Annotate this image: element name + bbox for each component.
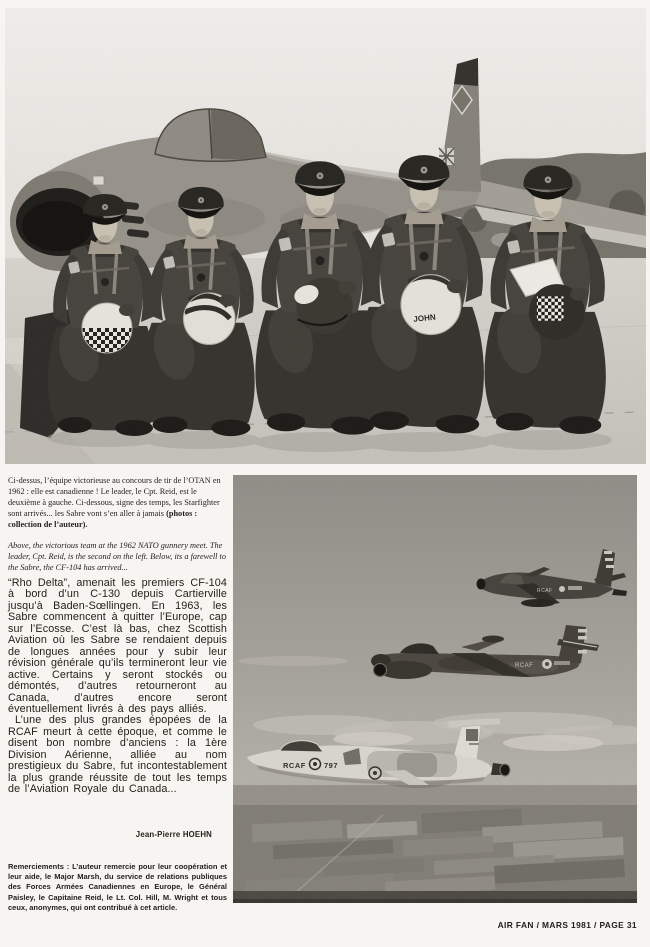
cf104-rcaf-marking: RCAF <box>283 761 306 770</box>
cf104-serial-marking: 797 <box>324 761 339 770</box>
caption-french <box>8 476 227 531</box>
top-photo-illustration <box>5 8 646 464</box>
article-paragraph-1: “Rho Delta”, amenait les premiers CF-104 à bord d’un C-130 depuis Cartierville jusqu’à Baden-Sœllingen. En 1963, les Sabre commencent à quitter l’Europe, cap sur l’Ecosse. C’est là bas, chez Scottish Aviation où les Sabre se rendaient depuis de longues années pour y subir leur révision générale qu’ils termineront leur vie active. Certains y seront stockés ou démontés, d’autres retourneront au Canada, d’autres encore seront éventuellement livrés à des pays alliés. <box>8 577 227 715</box>
formation-photo <box>233 475 637 903</box>
helmet-name-label: JOHN <box>412 312 437 324</box>
cf100-rcaf-marking: RCAF <box>515 663 534 669</box>
acknowledgements-note: Remerciements : L’auteur remercie pour leur coopération et leur aide, le Major Marsh, du service de relations publiques des Forces Armées Canadiennes en Europe, le Général Paisley, le Capitaine Reid, le Lt. Col. Hill, M. Wright et tous ceux, anonymes, qui ont contribué à cet article. <box>8 862 227 912</box>
film-grain <box>5 8 646 464</box>
article-paragraph-2: L’une des plus grandes épopées de la RCAF meurt à cette époque, et comme le disent bon nombre d’anciens : la 1ère Division Aérienne, alliée au nom prestigieux du Sabre, fut incontestablement la plus grande réussite de tout les temps de l’Aviation Royale du Canada... <box>8 714 227 796</box>
page-footer: AIR FAN / MARS 1981 / PAGE 31 <box>497 920 637 930</box>
caption-english: Above, the victorious team at the 1962 NATO gunnery meet. The leader, Cpt. Reid, is the second on the left. Below, its a farewell to the Sabre, the CF-104 has arrived... <box>8 541 226 572</box>
article-body <box>8 578 227 796</box>
author-byline: Jean-Pierre HOEHN <box>135 830 212 839</box>
caption-french-text: Ci-dessus, l’équipe victorieuse au concours de tir de l’OTAN en 1962 : elle est canadienne ! Le leader, le Cpt. Reid, est le deuxième à gauche. Ci-dessous, signe des temps, les Starfighter sont arrivés... les Sabre vont s’en aller à jamais <box>8 476 221 518</box>
sabre-rcaf-marking: RCAF <box>537 588 553 594</box>
top-photo <box>5 8 646 464</box>
film-grain <box>233 475 637 903</box>
formation-photo-illustration <box>233 475 637 903</box>
caption-french-credit: (photos : collection de l’auteur). <box>8 508 198 529</box>
